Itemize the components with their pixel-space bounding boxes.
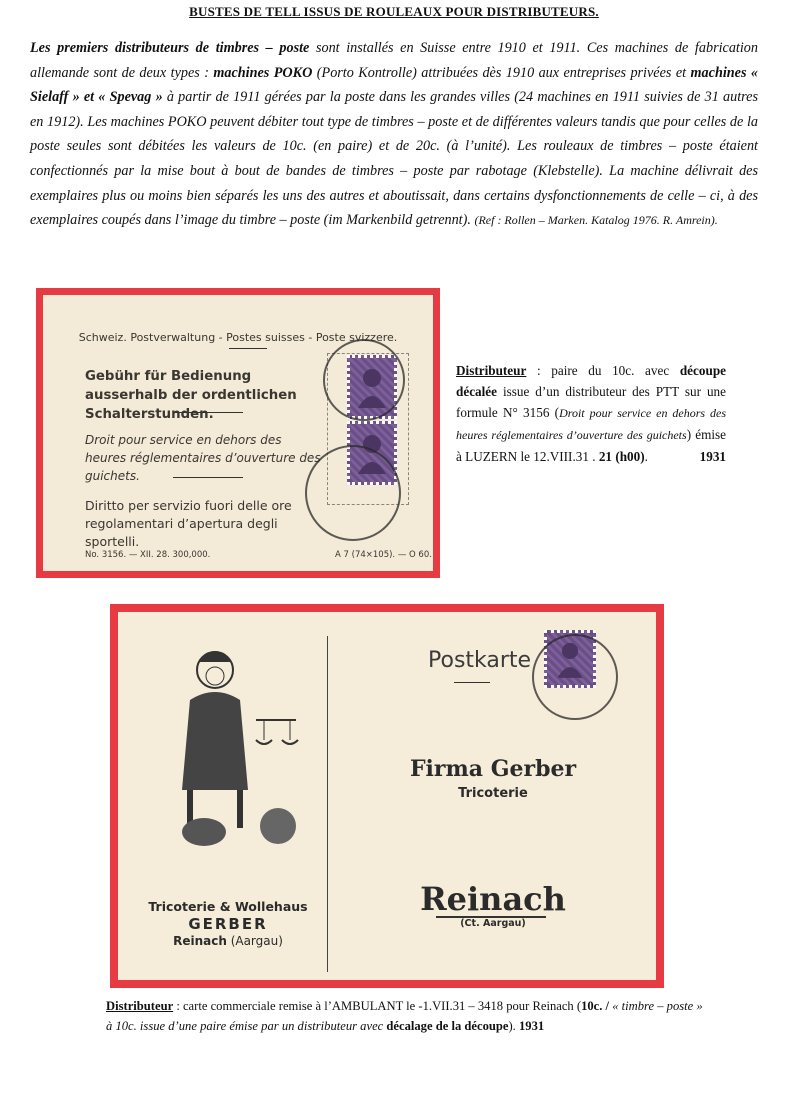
formula-card-paper [43,295,433,571]
postkarte-heading: Postkarte [428,648,532,673]
shop-line: Tricoterie & Wollehaus [148,899,308,914]
intro-text-2: (Porto Kontrolle) attribuées dès 1910 aux entreprises privées et [312,64,691,81]
note1-year: 1931 [699,449,726,464]
note-card2 [106,996,706,1036]
note1-text-2: issue d’un distributeur des PTT sur une formule N° 3156 ( [456,384,726,420]
postmark-ambulant [532,634,618,720]
note1-bold-2: 21 (h00) [598,449,645,464]
child-with-scale-illustration [160,640,310,850]
card2-divider [327,636,328,972]
note1-text-1: : paire du 10c. avec [526,363,680,378]
card1-french-text: Droit pour service en dehors des heures réglementaires d’ouverture des guichets. [85,433,321,483]
postkarte-dash [454,682,490,683]
card1-german-text: Gebühr für Bedienung ausserhalb der ordentlichen Schalterstunden. [85,369,297,422]
note2-text-3: ). [508,1019,519,1033]
shop-address [138,934,318,948]
addressee-firm: Firma Gerber [409,756,577,782]
note2-text-1: : carte commerciale remise à l’AMBULANT le -1.VII.31 – 3418 pour Reinach ( [173,999,582,1013]
postkarte-card [110,604,664,988]
intro-text-1: sont installés en Suisse entre 1910 et 1911. Ces machines de fabrication allemande sont de deux types : [30,40,758,81]
card1-italian-text: Diritto per servizio fuori delle ore regolamentari d’apertura degli sportelli. [85,498,292,549]
addressee-canton: (Ct. Aargau) [460,918,526,929]
intro-bold-1: machines POKO [213,64,313,81]
note1-italic: Droit pour service en dehors des heures réglementaires d’ouverture des guichets [456,406,727,442]
note2-year: 1931 [518,1019,545,1033]
card1-header: Schweiz. Postverwaltung - Postes suisses - Poste svizzere. [78,331,398,344]
postmark-upper [323,339,405,421]
addressee-trade: Tricoterie [458,786,528,801]
note1-text-3: ) émise à LUZERN le 12.VIII.31 . [456,427,726,464]
note2-label: Distributeur [106,999,174,1013]
shop-name: GERBER [188,915,268,933]
note2-bold-2: décalage de la découpe [386,1019,509,1033]
card1-header-dash [229,348,267,349]
note2-bold-1: 10c. / [581,999,610,1013]
note2-text-2: « timbre – poste » à 10c. issue d’une paire émise par un distributeur avec [106,999,703,1033]
card1-footer-right: A 7 (74×105). — O 60. [335,550,432,560]
note-card1 [456,360,726,467]
note1-label: Distributeur [456,363,527,378]
page-title: BUSTES DE TELL ISSUS DE ROULEAUX POUR DISTRIBUTEURS. [189,4,599,19]
intro-paragraph [30,36,758,233]
card1-divider-2 [173,477,243,478]
intro-bold-2: machines « Sielaff » et « Spevag » [30,64,759,106]
postmark-lower [305,445,401,541]
intro-reference: (Ref : Rollen – Marken. Katalog 1976. R. Amrein). [474,213,718,228]
intro-text-3: à partir de 1911 gérées par la poste dans les grandes villes (24 machines en 1911 suivies de 31 autres en 1912). Les machines POKO peuvent débiter tout type de timbres – poste et de différentes valeurs tandis que pour celles de la poste seules sont débitées les valeurs de 10c. (en paire) et de 20c. (à l’unité). Les rouleaux de timbres – poste étaient confectionnés par la mise bout à bout de bandes de timbres – poste par rabotage (Klebstelle). La machine délivrait des exemplaires plus ou moins bien séparés les uns des autres et aboutissait, dans certains dysfonctionnements de celle – ci, à des exemplaires coupés dans l’image du timbre – poste (im Markenbild getrennt). [30,89,758,229]
intro-lead: Les premiers distributeurs de timbres – poste [30,40,310,56]
card1-divider-1 [173,412,243,413]
shop-town: Reinach [173,934,227,948]
note1-bold-1: découpe décalée [456,363,726,399]
shop-region: (Aargau) [226,934,283,948]
card1-footer-left: No. 3156. — XII. 28. 300,000. [85,550,211,560]
note1-text-4: . [644,449,648,464]
postkarte-paper [118,612,656,980]
formula-3156-card [36,288,440,578]
addressee-town: Reinach [420,880,566,918]
